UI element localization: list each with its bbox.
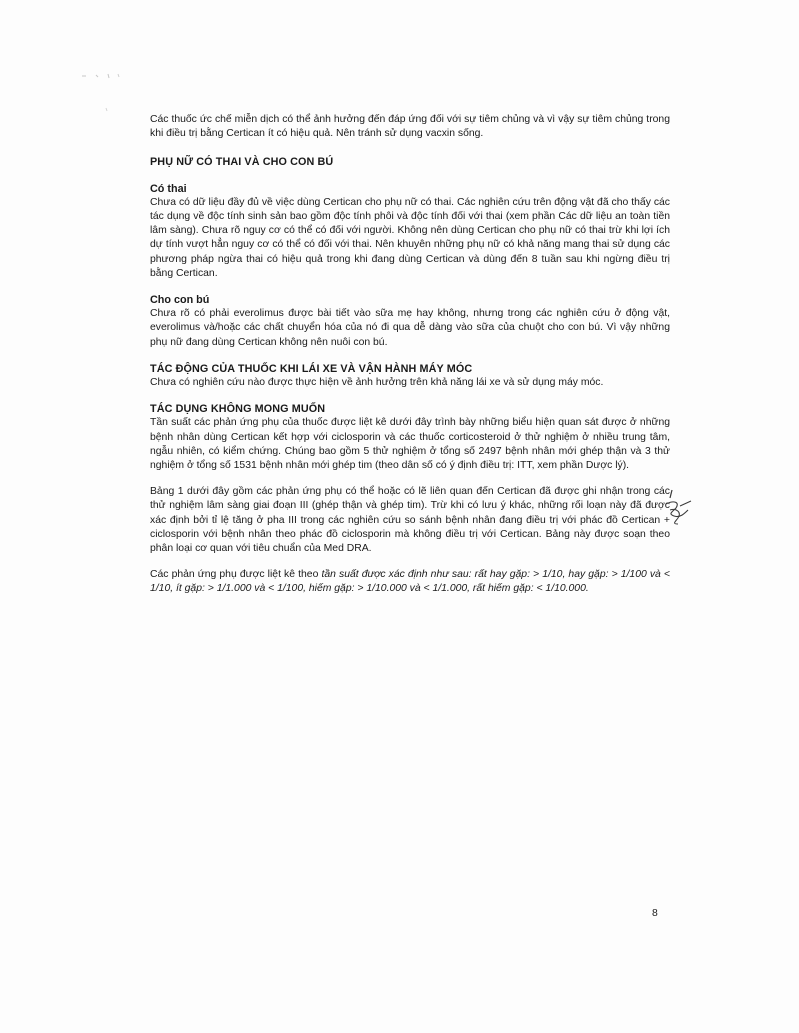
scan-speck-mark	[82, 68, 122, 118]
pregnancy-section-title: PHỤ NỮ CÓ THAI VÀ CHO CON BÚ	[150, 156, 334, 169]
page-number: 8	[652, 908, 658, 919]
frequency-paragraph	[150, 568, 670, 596]
frequency-definition-text: tần suất được xác định như sau: rất hay gặp: > 1/10, hay gặp: > 1/100 và < 1/10, ít gặp: > 1/1.000 và < 1/100, hiếm gặp: > 1/10.000 và < 1/1.000, rất hiếm gặp: < 1/10.000.	[150, 569, 670, 595]
handwritten-initial-signature	[658, 488, 694, 532]
frequency-lead-text: Các phản ứng phụ được liệt kê theo	[150, 569, 322, 581]
driving-paragraph: Chưa có nghiên cứu nào được thực hiện về ảnh hưởng trên khả năng lái xe và sử dụng máy móc.	[150, 377, 604, 389]
intro-paragraph: Các thuốc ức chế miễn dịch có thể ảnh hưởng đến đáp ứng đối với sự tiêm chủng và vì vậy sự tiêm chủng trong khi điều trị bằng Certican ít có hiệu quả. Nên tránh sử dụng vacxin sống.	[150, 114, 670, 140]
pregnancy-subtitle: Có thai	[150, 182, 187, 195]
adverse-section-title: TÁC DỤNG KHÔNG MONG MUỐN	[150, 403, 326, 416]
adverse-paragraph-1: Tần suất các phản ứng phụ của thuốc được liệt kê dưới đây trình bày những biểu hiện quan sát được ở những bệnh nhân dùng Certican kết hợp với ciclosporin và các thuốc corticosteroid ở thử nghiệm ở nhiều trung tâm, ngẫu nhiên, có kiểm chứng. Chúng bao gồm 5 thử nghiệm ở tổng số 2497 bệnh nhân mới ghép thận và 3 thử nghiệm ở tổng số 1531 bệnh nhân mới ghép tim (theo dân số có ý định điều trị: ITT, xem phần Dược lý).	[150, 417, 670, 472]
pregnancy-paragraph: Chưa có dữ liệu đầy đủ về việc dùng Certican cho phụ nữ có thai. Các nghiên cứu trên động vật đã cho thấy các tác dụng về độc tính sinh sản bao gồm độc tính phôi và độc tính đối với thai (xem phần Các dữ liệu an toàn tiền lâm sàng). Chưa rõ nguy cơ có thể có đối với người. Không nên dùng Certican cho phụ nữ có thai trừ khi lợi ích dự tính vượt hẳn nguy cơ có thể có đối với thai. Nên khuyên những phụ nữ có khả năng mang thai sử dụng các phương pháp ngừa thai có hiệu quả trong khi đang dùng Certican và dùng đến 8 tuần sau khi ngừng điều trị bằng Certican.	[150, 196, 670, 279]
breastfeeding-subtitle: Cho con bú	[150, 294, 210, 307]
breastfeeding-paragraph: Chưa rõ có phải everolimus được bài tiết vào sữa mẹ hay không, nhưng trong các nghiên cứu ở động vật, everolimus và/hoặc các chất chuyển hóa của nó đi qua dễ dàng vào sữa của chuột cho con bú. Vì vậy những phụ nữ đang dùng Certican không nên nuôi con bú.	[150, 308, 670, 348]
adverse-paragraph-2: Bảng 1 dưới đây gồm các phản ứng phụ có thể hoặc có lẽ liên quan đến Certican đã được ghi nhận trong các thử nghiệm lâm sàng giai đoạn III (ghép thận và ghép tim). Trừ khi có lưu ý khác, những rối loạn này đã được xác định bởi tỉ lệ tăng ở pha III trong các nghiên cứu so sánh bệnh nhân đang điều trị với phác đồ Certican + ciclosporin với bệnh nhân theo phác đồ ciclosporin mà không điều trị với Certican. Bảng này được soạn theo phân loại cơ quan với tiêu chuẩn của Med DRA.	[150, 486, 670, 555]
driving-section-title: TÁC ĐỘNG CỦA THUỐC KHI LÁI XE VÀ VẬN HÀNH MÁY MÓC	[150, 362, 473, 375]
document-body	[150, 113, 670, 597]
